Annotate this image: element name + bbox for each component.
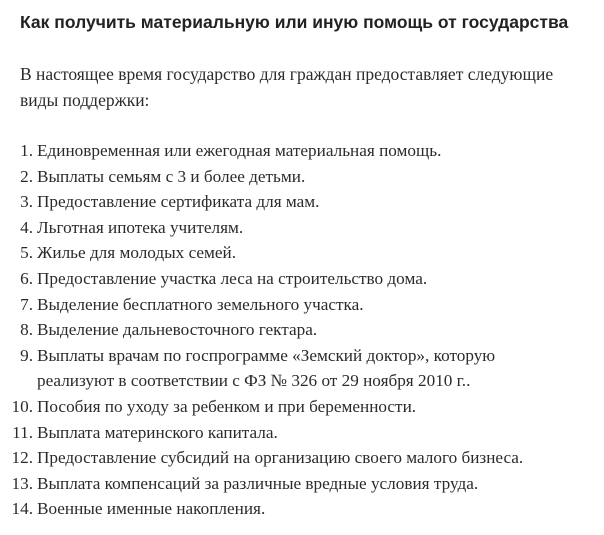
list-item-text: Выплаты врачам по госпрограмме «Земский доктор», которую реализуют в соответствии с ФЗ № 326 от 29 ноября 2010 г.. bbox=[37, 345, 496, 391]
list-item-text: Выделение бесплатного земельного участка. bbox=[37, 294, 364, 314]
list-item bbox=[0, 471, 600, 497]
list-item-text: Предоставление сертификата для мам. bbox=[37, 192, 320, 212]
list-item-text: Предоставление субсидий на организацию своего малого бизнеса. bbox=[37, 448, 524, 468]
list-item bbox=[0, 420, 600, 446]
list-item bbox=[0, 445, 600, 471]
list-item bbox=[0, 138, 600, 164]
list-item bbox=[0, 343, 546, 394]
list-item-number: 13. bbox=[11, 473, 33, 493]
list-item-number: 1. bbox=[20, 141, 33, 160]
list-item-text: Выплата материнского капитала. bbox=[37, 422, 278, 442]
list-item-number: 3. bbox=[20, 192, 33, 212]
list-item-number: 12. bbox=[11, 448, 33, 468]
list-item-number: 6. bbox=[20, 268, 33, 288]
list-item bbox=[0, 215, 600, 241]
list-item-text: Единовременная или ежегодная материальная помощь. bbox=[37, 141, 442, 160]
list-item-text: Льготная ипотека учителям. bbox=[37, 217, 244, 237]
list-item bbox=[0, 292, 600, 318]
list-item bbox=[0, 240, 600, 266]
list-item-number: 10. bbox=[11, 396, 33, 416]
list-item bbox=[0, 496, 600, 522]
list-item-text: Выплата компенсаций за различные вредные условия труда. bbox=[37, 473, 479, 493]
list-item-number: 5. bbox=[20, 243, 33, 263]
list-item-text: Жилье для молодых семей. bbox=[37, 243, 237, 263]
list-item-text: Предоставление участка леса на строительство дома. bbox=[37, 268, 428, 288]
list-item-number: 8. bbox=[20, 320, 33, 340]
list-item bbox=[0, 164, 600, 190]
list-item bbox=[0, 189, 600, 215]
list-item-number: 2. bbox=[20, 166, 33, 186]
list-item bbox=[0, 394, 600, 420]
list-item-number: 4. bbox=[20, 217, 33, 237]
list-item bbox=[0, 317, 600, 343]
list-item-text: Военные именные накопления. bbox=[37, 499, 266, 519]
list-item-number: 7. bbox=[20, 294, 33, 314]
list-item-number: 9. bbox=[20, 345, 33, 365]
support-list bbox=[0, 138, 600, 522]
list-item-text: Выплаты семьям с 3 и более детьми. bbox=[37, 166, 306, 186]
page-title: Как получить материальную или иную помощь от государства bbox=[20, 12, 569, 32]
list-item-number: 14. bbox=[11, 499, 33, 519]
intro-paragraph: В настоящее время государство для граждан предоставляет следующие виды поддержки: bbox=[20, 64, 554, 110]
list-item bbox=[0, 266, 600, 292]
list-item-text: Выделение дальневосточного гектара. bbox=[37, 320, 318, 340]
list-item-number: 11. bbox=[12, 422, 33, 442]
list-item-text: Пособия по уходу за ребенком и при беременности. bbox=[37, 396, 417, 416]
